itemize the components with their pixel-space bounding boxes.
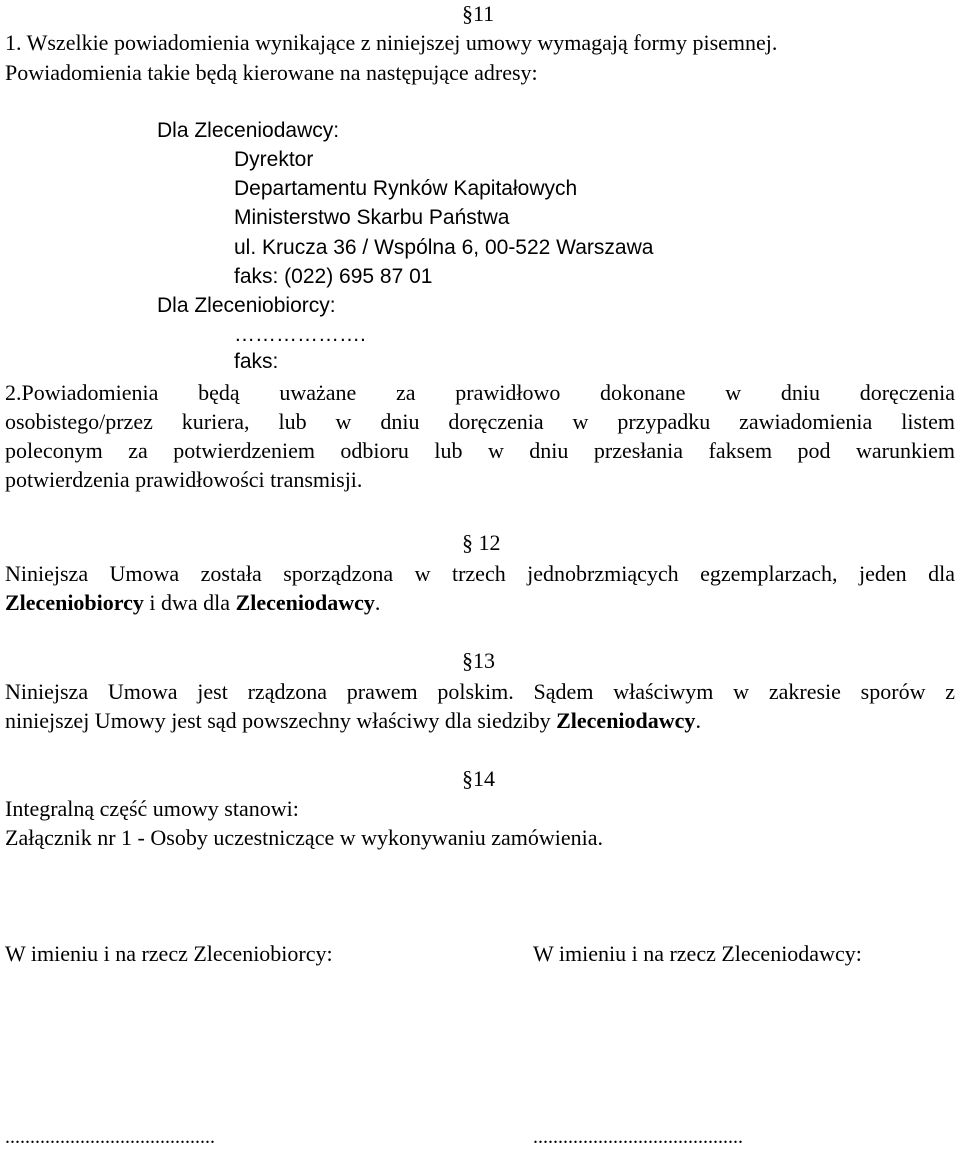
paragraph-row: 2.Powiadomienia będą uważane za prawidłowo dokonane w dniu doręczenia bbox=[5, 380, 955, 405]
paragraph-row bbox=[5, 588, 955, 617]
section-12-heading: § 12 bbox=[462, 530, 501, 555]
section-14-heading: §14 bbox=[462, 766, 495, 791]
paragraph-row: poleconym za potwierdzeniem odbioru lub w dniu przesłania faksem pod warunkiem bbox=[5, 438, 955, 463]
party-name-client: Zleceniodawcy bbox=[235, 590, 375, 615]
section-11-heading: §11 bbox=[462, 1, 495, 26]
annex-intro-line: Integralną część umowy stanowi: bbox=[5, 796, 299, 821]
signature-label-contractor: W imieniu i na rzecz Zleceniobiorcy: bbox=[5, 941, 333, 966]
contractor-fax-line: faks: bbox=[234, 350, 279, 373]
client-address-label: Dla Zleceniodawcy: bbox=[157, 119, 340, 142]
signature-line-contractor: .......................................... bbox=[5, 1126, 215, 1148]
contractor-address-placeholder: ………………. bbox=[234, 323, 366, 346]
text-fragment: . bbox=[374, 590, 381, 615]
notice-paragraph-line-1: 1. Wszelkie powiadomienia wynikające z niniejszej umowy wymagają formy pisemnej. bbox=[5, 30, 778, 55]
client-address-line: Dyrektor bbox=[234, 148, 314, 171]
party-name-contractor: Zleceniobiorcy bbox=[5, 590, 144, 615]
client-address-line: Departamentu Rynków Kapitałowych bbox=[234, 177, 578, 200]
paragraph-row: Niniejsza Umowa została sporządzona w trzech jednobrzmiących egzemplarzach, jeden dla bbox=[5, 561, 955, 586]
client-fax-line: faks: (022) 695 87 01 bbox=[234, 265, 433, 288]
paragraph-row bbox=[5, 706, 955, 735]
client-address-line: ul. Krucza 36 / Wspólna 6, 00-522 Warszawa bbox=[234, 236, 654, 259]
notice-paragraph-line-2: Powiadomienia takie będą kierowane na następujące adresy: bbox=[5, 60, 538, 85]
party-name-client: Zleceniodawcy bbox=[556, 708, 696, 733]
text-fragment: niniejszej Umowy jest sąd powszechny właściwy dla siedziby bbox=[5, 708, 557, 733]
annex-1-line: Załącznik nr 1 - Osoby uczestniczące w wykonywaniu zamówienia. bbox=[5, 825, 604, 850]
contractor-address-label: Dla Zleceniobiorcy: bbox=[157, 294, 336, 317]
section-13-heading: §13 bbox=[462, 648, 495, 673]
text-fragment: . bbox=[695, 708, 701, 733]
client-address-line: Ministerstwo Skarbu Państwa bbox=[234, 206, 510, 229]
text-fragment: i dwa dla bbox=[143, 590, 236, 615]
copies-clause-paragraph bbox=[5, 559, 955, 617]
signature-label-client: W imieniu i na rzecz Zleceniodawcy: bbox=[533, 941, 862, 966]
paragraph-row: potwierdzenia prawidłowości transmisji. bbox=[5, 467, 363, 492]
governing-law-paragraph bbox=[5, 677, 955, 735]
paragraph-row: osobistego/przez kuriera, lub w dniu doręczenia w przypadku zawiadomienia listem bbox=[5, 409, 955, 434]
delivery-clause-paragraph bbox=[5, 378, 955, 494]
signature-line-client: .......................................... bbox=[533, 1126, 743, 1148]
paragraph-row: Niniejsza Umowa jest rządzona prawem polskim. Sądem właściwym w zakresie sporów z bbox=[5, 679, 955, 704]
